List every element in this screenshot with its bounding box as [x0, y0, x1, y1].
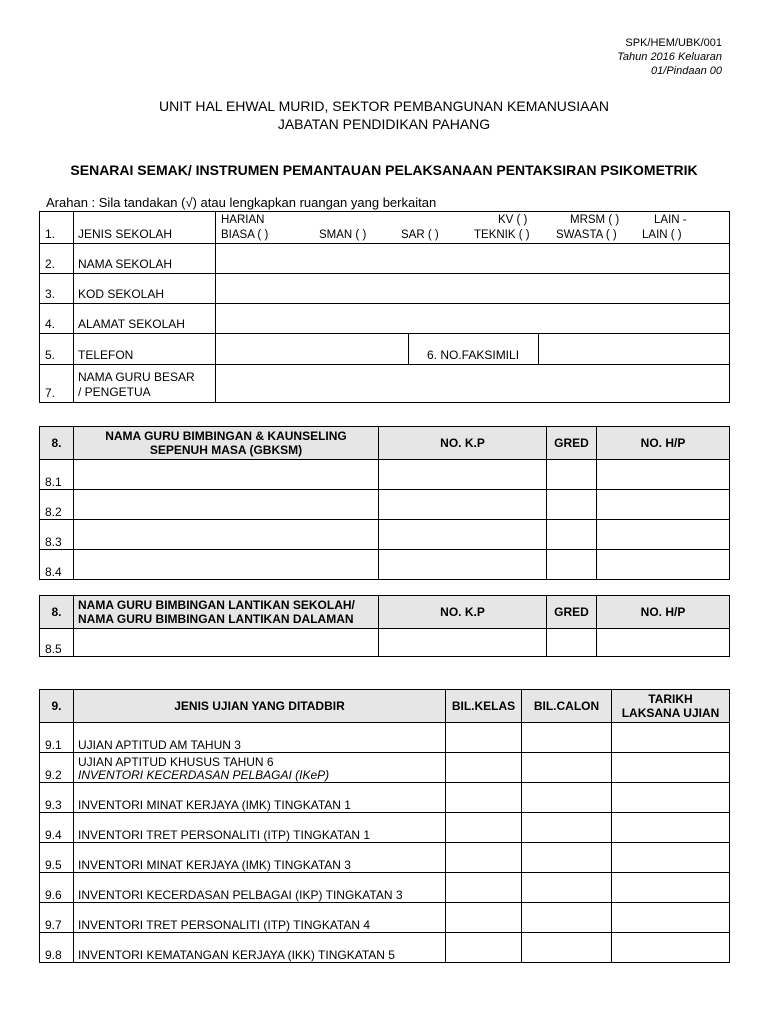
option-lain[interactable]: LAIN ( ) — [642, 229, 682, 241]
gred-cell[interactable] — [547, 550, 597, 580]
row-number: 3. — [40, 274, 74, 304]
option-kv[interactable]: KV ( ) — [498, 214, 528, 226]
table-row — [40, 753, 730, 783]
table-row — [40, 843, 730, 873]
table-header-row — [40, 690, 730, 723]
column-header: 8. — [40, 427, 74, 460]
header-line: LAKSANA UJIAN — [621, 706, 720, 720]
row-label-line: NAMA GURU BESAR — [78, 370, 195, 384]
document-reference — [560, 36, 722, 78]
hp-cell[interactable] — [597, 490, 730, 520]
table-row — [40, 723, 730, 753]
row-number: 8.5 — [40, 629, 74, 657]
info-row — [40, 274, 730, 304]
guru-besar-row — [40, 365, 730, 403]
column-header: BIL.CALON — [522, 690, 612, 723]
kp-cell[interactable] — [379, 520, 547, 550]
table-row — [40, 629, 730, 657]
bil-calon-cell[interactable] — [522, 873, 612, 903]
column-header: 9. — [40, 690, 74, 723]
row-number: 9.8 — [40, 933, 74, 963]
test-name: INVENTORI TRET PERSONALITI (ITP) TINGKATAN 1 — [74, 813, 446, 843]
school-type-options — [216, 212, 730, 244]
bil-calon-cell[interactable] — [522, 783, 612, 813]
table-row — [40, 903, 730, 933]
bil-calon-cell[interactable] — [522, 933, 612, 963]
tarikh-cell[interactable] — [612, 873, 730, 903]
hp-cell[interactable] — [597, 629, 730, 657]
tarikh-cell[interactable] — [612, 723, 730, 753]
row-number: 9.7 — [40, 903, 74, 933]
row-label-line: / PENGETUA — [78, 385, 151, 399]
row-label — [74, 365, 216, 403]
column-header: 8. — [40, 596, 74, 629]
table-row — [40, 873, 730, 903]
reference-code: SPK/HEM/UBK/001 — [625, 37, 722, 49]
gbksm-table — [39, 426, 730, 580]
row-number: 8.4 — [40, 550, 74, 580]
info-row — [40, 304, 730, 334]
hp-cell[interactable] — [597, 460, 730, 490]
row-number: 9.3 — [40, 783, 74, 813]
gred-cell[interactable] — [547, 460, 597, 490]
guru-besar-field[interactable] — [216, 365, 730, 403]
row-number: 9.4 — [40, 813, 74, 843]
telefon-row — [40, 334, 730, 365]
option-harian: HARIAN — [221, 214, 265, 226]
table-row — [40, 783, 730, 813]
header-line: NAMA GURU BIMBINGAN LANTIKAN DALAMAN — [78, 612, 354, 626]
telefon-field[interactable] — [216, 334, 409, 365]
row-number: 7. — [40, 365, 74, 403]
bil-kelas-cell[interactable] — [446, 903, 522, 933]
option-swasta[interactable]: SWASTA ( ) — [556, 229, 617, 241]
option-mrsm[interactable]: MRSM ( ) — [570, 214, 620, 226]
kp-cell[interactable] — [379, 550, 547, 580]
bil-calon-cell[interactable] — [522, 813, 612, 843]
column-header: BIL.KELAS — [446, 690, 522, 723]
row-number: 9.2 — [40, 753, 74, 783]
column-header — [74, 596, 379, 629]
table-row — [40, 550, 730, 580]
row-number: 1. — [40, 212, 74, 244]
header-line: SEPENUH MASA (GBKSM) — [149, 443, 303, 457]
column-header — [612, 690, 730, 723]
option-sar[interactable]: SAR ( ) — [401, 229, 439, 241]
test-name: INVENTORI KECERDASAN PELBAGAI (IKP) TINGKATAN 3 — [74, 873, 446, 903]
bil-kelas-cell[interactable] — [446, 843, 522, 873]
row-label: ALAMAT SEKOLAH — [74, 304, 216, 334]
bil-calon-cell[interactable] — [522, 723, 612, 753]
table-row — [40, 460, 730, 490]
info-row — [40, 244, 730, 274]
table-row — [40, 520, 730, 550]
tarikh-cell[interactable] — [612, 813, 730, 843]
name-cell[interactable] — [74, 490, 379, 520]
kod-sekolah-field[interactable] — [216, 274, 730, 304]
faksimili-label: 6. NO.FAKSIMILI — [409, 334, 539, 365]
row-label: TELEFON — [74, 334, 216, 365]
bil-calon-cell[interactable] — [522, 903, 612, 933]
gred-cell[interactable] — [547, 490, 597, 520]
column-header: NO. H/P — [597, 427, 730, 460]
table-row — [40, 813, 730, 843]
row-number: 4. — [40, 304, 74, 334]
tarikh-cell[interactable] — [612, 843, 730, 873]
table-row — [40, 933, 730, 963]
faksimili-field[interactable] — [539, 334, 730, 365]
header-line: NAMA GURU BIMBINGAN & KAUNSELING — [105, 429, 347, 443]
column-header: NO. H/P — [597, 596, 730, 629]
kp-cell[interactable] — [379, 460, 547, 490]
row-number: 8.3 — [40, 520, 74, 550]
option-teknik[interactable]: TEKNIK ( ) — [474, 229, 530, 241]
tarikh-cell[interactable] — [612, 783, 730, 813]
name-cell[interactable] — [74, 629, 379, 657]
gred-cell[interactable] — [547, 629, 597, 657]
column-header: GRED — [547, 596, 597, 629]
page-title: SENARAI SEMAK/ INSTRUMEN PEMANTAUAN PELAKSANAAN PENTAKSIRAN PSIKOMETRIK — [70, 162, 698, 178]
alamat-sekolah-field[interactable] — [216, 304, 730, 334]
nama-sekolah-field[interactable] — [216, 244, 730, 274]
tarikh-cell[interactable] — [612, 753, 730, 783]
gred-cell[interactable] — [547, 520, 597, 550]
bil-calon-cell[interactable] — [522, 843, 612, 873]
column-header: JENIS UJIAN YANG DITADBIR — [74, 690, 446, 723]
instructions: Arahan : Sila tandakan (√) atau lengkapkan ruangan yang berkaitan — [46, 195, 437, 210]
header-line-2: JABATAN PENDIDIKAN PAHANG — [277, 116, 491, 132]
test-name: INVENTORI KEMATANGAN KERJAYA (IKK) TINGKATAN 5 — [74, 933, 446, 963]
name-cell[interactable] — [74, 460, 379, 490]
kp-cell[interactable] — [379, 490, 547, 520]
bil-kelas-cell[interactable] — [446, 933, 522, 963]
hp-cell[interactable] — [597, 550, 730, 580]
name-cell[interactable] — [74, 520, 379, 550]
test-name-line: UJIAN APTITUD KHUSUS TAHUN 6 — [78, 755, 274, 769]
school-info-table — [39, 211, 730, 403]
row-number: 5. — [40, 334, 74, 365]
header-line-1: UNIT HAL EHWAL MURID, SEKTOR PEMBANGUNAN KEMANUSIAAN — [159, 98, 609, 114]
bil-kelas-cell[interactable] — [446, 783, 522, 813]
table-header-row — [40, 596, 730, 629]
row-number: 2. — [40, 244, 74, 274]
bil-calon-cell[interactable] — [522, 753, 612, 783]
test-name: UJIAN APTITUD AM TAHUN 3 — [74, 723, 446, 753]
option-biasa[interactable]: BIASA ( ) — [221, 229, 269, 241]
row-number: 8.2 — [40, 490, 74, 520]
bil-kelas-cell[interactable] — [446, 723, 522, 753]
column-header: NO. K.P — [379, 427, 547, 460]
test-name: INVENTORI MINAT KERJAYA (IMK) TINGKATAN 3 — [74, 843, 446, 873]
kp-cell[interactable] — [379, 629, 547, 657]
header-line: TARIKH — [648, 692, 693, 706]
hp-cell[interactable] — [597, 520, 730, 550]
test-name: INVENTORI TRET PERSONALITI (ITP) TINGKATAN 4 — [74, 903, 446, 933]
row-label: KOD SEKOLAH — [74, 274, 216, 304]
tarikh-cell[interactable] — [612, 903, 730, 933]
test-name-line: INVENTORI KECERDASAN PELBAGAI (IKeP) — [78, 768, 330, 782]
test-name — [74, 753, 446, 783]
row-number: 9.5 — [40, 843, 74, 873]
test-name: INVENTORI MINAT KERJAYA (IMK) TINGKATAN 1 — [74, 783, 446, 813]
column-header — [74, 427, 379, 460]
row-label: NAMA SEKOLAH — [74, 244, 216, 274]
reference-edition: Tahun 2016 Keluaran 01/Pindaan 00 — [617, 51, 722, 77]
row-label: JENIS SEKOLAH — [74, 212, 216, 244]
row-number: 8.1 — [40, 460, 74, 490]
bil-kelas-cell[interactable] — [446, 873, 522, 903]
row-number: 9.6 — [40, 873, 74, 903]
table-header-row — [40, 427, 730, 460]
option-sman[interactable]: SMAN ( ) — [319, 229, 367, 241]
school-type-row — [40, 212, 730, 244]
column-header: GRED — [547, 427, 597, 460]
lantikan-table — [39, 595, 730, 657]
tarikh-cell[interactable] — [612, 933, 730, 963]
bil-kelas-cell[interactable] — [446, 813, 522, 843]
option-lain-label: LAIN - — [654, 214, 687, 226]
name-cell[interactable] — [74, 550, 379, 580]
ujian-table — [39, 689, 730, 963]
row-number: 9.1 — [40, 723, 74, 753]
column-header: NO. K.P — [379, 596, 547, 629]
header-line: NAMA GURU BIMBINGAN LANTIKAN SEKOLAH/ — [78, 598, 355, 612]
table-row — [40, 490, 730, 520]
bil-kelas-cell[interactable] — [446, 753, 522, 783]
